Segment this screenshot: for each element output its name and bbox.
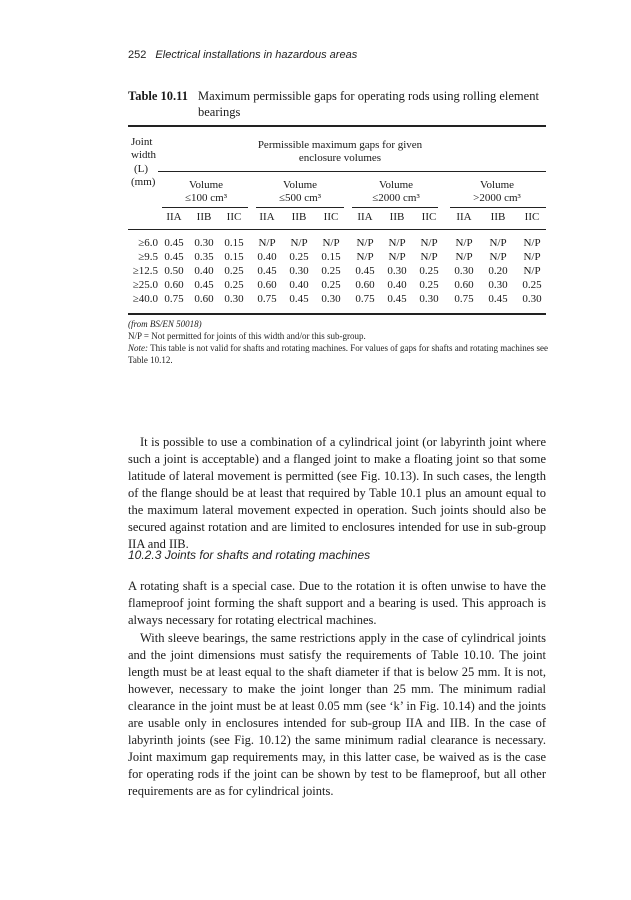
table-source: (from BS/EN 50018) [128, 319, 202, 329]
table-cell: 0.45 [194, 279, 214, 291]
table-cell: 0.25 [321, 279, 341, 291]
subgroup-header: IIA [357, 211, 373, 223]
table-cell: 0.30 [454, 265, 474, 277]
table-cell: N/P [322, 237, 340, 249]
header-bottom-rule [128, 229, 546, 230]
volume-group-2-rule [256, 207, 344, 208]
table-cell: 0.30 [488, 279, 508, 291]
table-cell: 0.25 [289, 251, 309, 263]
table-cell: 0.45 [387, 293, 407, 305]
table-cell: 0.45 [164, 251, 184, 263]
table-note [128, 342, 548, 366]
volume-group-3-label: Volume [378, 179, 414, 191]
table-cell: 0.45 [257, 265, 277, 277]
table-cell: 0.75 [454, 293, 474, 305]
paragraph-rotating-shaft: A rotating shaft is a special case. Due to the rotation it is often unwise to have the flameproof joint forming the shaft support and a bearing is used. This approach is always necessary for rotating electrical machines. [128, 579, 546, 627]
table-cell: 0.75 [164, 293, 184, 305]
table-cell: 0.75 [355, 293, 375, 305]
note-label: Note: [128, 343, 148, 353]
table-cell: 0.50 [164, 265, 184, 277]
table-cell: 0.30 [321, 293, 341, 305]
table-cell: 0.40 [289, 279, 309, 291]
row-width: ≥9.5 [138, 251, 158, 263]
table-cell: 0.40 [257, 251, 277, 263]
table-cell: 0.25 [419, 265, 439, 277]
table-cell: 0.60 [454, 279, 474, 291]
table-cell: N/P [420, 237, 438, 249]
subgroup-header: IIB [196, 211, 212, 223]
subgroup-header: IIB [490, 211, 506, 223]
volume-group-1-rule [162, 207, 248, 208]
subgroup-header: IIC [226, 211, 242, 223]
running-head-title: Electrical installations in hazardous areas [155, 49, 358, 61]
table-cell: N/P [388, 251, 406, 263]
spanner-rule [158, 171, 546, 172]
volume-group-3-rule [352, 207, 438, 208]
table-cell: N/P [388, 237, 406, 249]
subgroup-header: IIB [389, 211, 405, 223]
spanner-header-line-2: enclosure volumes [298, 152, 382, 164]
volume-group-4-label: Volume [479, 179, 515, 191]
table-cell: N/P [356, 237, 374, 249]
table-top-rule [128, 125, 546, 127]
running-head [128, 49, 357, 61]
table-cell: 0.30 [289, 265, 309, 277]
volume-group-4-limit: >2000 cm³ [473, 192, 521, 204]
subgroup-header: IIC [323, 211, 339, 223]
table-cell: N/P [290, 237, 308, 249]
table-cell: N/P [523, 265, 541, 277]
subgroup-header: IIC [524, 211, 540, 223]
page-number: 252 [128, 49, 147, 61]
table-cell: 0.25 [321, 265, 341, 277]
table-bottom-rule [128, 313, 546, 315]
spanner-header-line-1: Permissible maximum gaps for given [257, 139, 423, 151]
table-cell: 0.15 [321, 251, 341, 263]
row-width: ≥12.5 [132, 265, 158, 277]
table-cell: N/P [455, 237, 473, 249]
row-width: ≥40.0 [132, 293, 158, 305]
subgroup-header: IIB [291, 211, 307, 223]
table-cell: N/P [523, 251, 541, 263]
table-caption-text: Maximum permissible gaps for operating rods using rolling element bearings [198, 89, 539, 119]
stub-header-line-1: Joint [131, 136, 153, 148]
table-cell: 0.15 [224, 251, 244, 263]
table-cell: 0.30 [194, 237, 214, 249]
table-cell: 0.30 [387, 265, 407, 277]
table-label: Table 10.11 [128, 89, 188, 103]
volume-group-2-limit: ≤500 cm³ [278, 192, 322, 204]
table-cell: 0.60 [355, 279, 375, 291]
stub-header-line-3: (L) [134, 163, 149, 175]
table-cell: 0.20 [488, 265, 508, 277]
stub-header-line-2: width [131, 149, 157, 161]
table-cell: 0.60 [257, 279, 277, 291]
volume-group-4-rule [450, 207, 546, 208]
table-cell: N/P [420, 251, 438, 263]
table-cell: 0.25 [522, 279, 542, 291]
paragraph-sleeve-bearings: With sleeve bearings, the same restrictions apply in the case of cylindrical joints and the joint dimensions must satisfy the requirements of Table 10.10. The joint length must be at least equal to the shaft diameter if that is below 25 mm. It is not, however, necessary to make the joint longer than 25 mm. The minimum radial clearance in the joint must be at least 0.05 mm (see ‘k’ in Fig. 10.14) and the joints are usable only in enclosures intended for sub-group IIA and IIB. In the case of labyrinth joints (see Fig. 10.12) the same minimum radial clearance is necessary. Joint maximum gap requirements may, in this latter case, be waived as is the case for operating rods if the joint can be shown by test to be flameproof, but all other requirements are as for cylindrical joints. [128, 631, 546, 798]
volume-group-1-label: Volume [188, 179, 224, 191]
row-width: ≥25.0 [132, 279, 158, 291]
note-text: This table is not valid for shafts and rotating machines. For values of gaps for shafts and rotating machines see Table 10.12. [128, 343, 548, 365]
table-cell: N/P [489, 237, 507, 249]
row-width: ≥6.0 [138, 237, 158, 249]
table-cell: 0.45 [289, 293, 309, 305]
table-cell: 0.35 [194, 251, 214, 263]
section-heading: 10.2.3 Joints for shafts and rotating machines [128, 548, 371, 562]
volume-group-3-limit: ≤2000 cm³ [372, 192, 420, 204]
table-cell: N/P [455, 251, 473, 263]
subgroup-header: IIA [259, 211, 275, 223]
table-cell: 0.25 [224, 265, 244, 277]
table-cell: 0.15 [224, 237, 244, 249]
table-cell: N/P [258, 237, 276, 249]
table-cell: N/P [356, 251, 374, 263]
table-notes [128, 318, 548, 366]
np-footnote: N/P = Not permitted for joints of this width and/or this sub-group. [128, 331, 366, 341]
table-cell: 0.30 [224, 293, 244, 305]
table-cell: 0.45 [355, 265, 375, 277]
table-cell: 0.45 [164, 237, 184, 249]
table-cell: 0.30 [419, 293, 439, 305]
subgroup-header: IIA [456, 211, 472, 223]
volume-group-2-label: Volume [282, 179, 318, 191]
table-cell: 0.45 [488, 293, 508, 305]
subgroup-header: IIA [166, 211, 182, 223]
table-cell: 0.60 [164, 279, 184, 291]
table-cell: 0.30 [522, 293, 542, 305]
table-cell: 0.60 [194, 293, 214, 305]
subgroup-header: IIC [421, 211, 437, 223]
stub-header-line-4: (mm) [131, 176, 156, 188]
table-cell: 0.25 [419, 279, 439, 291]
table-cell: 0.25 [224, 279, 244, 291]
table-cell: 0.40 [387, 279, 407, 291]
table-cell: N/P [523, 237, 541, 249]
volume-group-1-limit: ≤100 cm³ [184, 192, 228, 204]
table-cell: 0.75 [257, 293, 277, 305]
table-cell: 0.40 [194, 265, 214, 277]
table-cell: N/P [489, 251, 507, 263]
paragraph-floating-joint: It is possible to use a combination of a cylindrical joint (or labyrinth joint where such a joint is acceptable) and a flanged joint to make a floating joint so that some latitude of lateral movement is permitted (see Fig. 10.13). In such cases, the length of the flange should be at least that required by Table 10.1 plus an amount equal to the maximum lateral movement expected in operation. Such joints should also be secured against rotation and are limited to enclosures intended for use in sub-group IIA and IIB. [128, 435, 546, 551]
